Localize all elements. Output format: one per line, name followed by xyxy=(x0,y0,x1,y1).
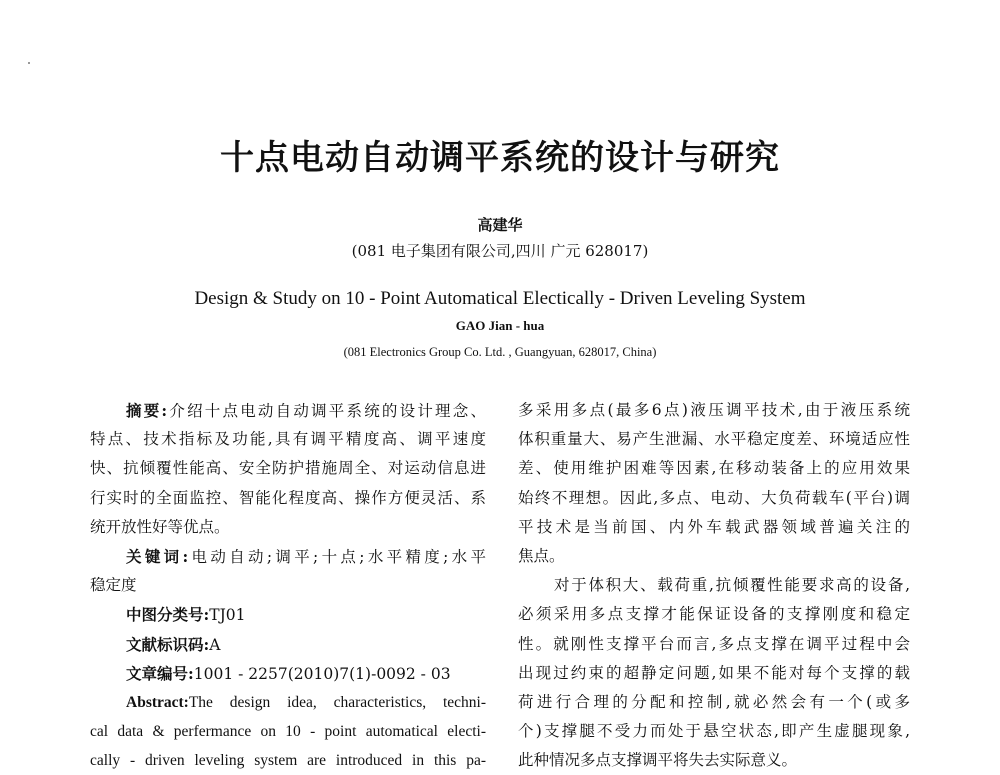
author-name-cn: 高建华 xyxy=(477,216,523,234)
body-line: 出现过约束的超静定问题,如果不能对每个支撑的载 xyxy=(518,663,910,682)
abstract-line: 快、抗倾覆性能高、安全防护措施周全、对运动信息进 xyxy=(90,459,486,478)
abstract-en-line: cal data & perfermance on 10 - point automatical electi- xyxy=(90,723,486,741)
affiliation-en: (081 Electronics Group Co. Ltd. , Guangyuan, 628017, China) xyxy=(343,345,657,359)
article-no-line xyxy=(90,659,486,688)
article-no-label: 文章编号: xyxy=(126,663,194,683)
affiliation-cn: (081 电子集团有限公司,四川 广元 628017) xyxy=(351,242,649,260)
doc-code-value: A xyxy=(209,635,221,654)
clc-label: 中图分类号: xyxy=(126,605,210,625)
body-line: 性。就刚性支撑平台而言,多点支撑在调平过程中会 xyxy=(518,634,910,653)
abstract-en-text: The design idea, characteristics, techni- xyxy=(188,693,486,711)
keywords-line xyxy=(90,542,486,571)
left-column xyxy=(90,396,486,775)
clc-value: TJ01 xyxy=(209,606,246,625)
clc-line xyxy=(90,600,486,629)
body-line: 焦点。 xyxy=(518,546,565,565)
abstract-line: 行实时的全面监控、智能化程度高、操作方便灵活、系 xyxy=(90,488,486,507)
abstract-en-line: cally - driven leveling system are introduced in this pa- xyxy=(90,752,486,770)
body-line: 体积重量大、易产生泄漏、水平稳定度差、环境适应性 xyxy=(518,430,910,449)
body-line: 此种情况多点支撑调平将失去实际意义。 xyxy=(518,751,798,770)
abstract-line: 特点、技术指标及功能,具有调平精度高、调平速度 xyxy=(90,430,486,449)
body-line: 个)支撑腿不受力而处于悬空状态,即产生虚腿现象, xyxy=(518,722,910,741)
abstract-text: 介绍十点电动自动调平系统的设计理念、 xyxy=(167,402,486,420)
abstract-en-line xyxy=(90,688,486,717)
author-name-en: GAO Jian - hua xyxy=(455,318,545,333)
right-column xyxy=(518,396,910,775)
abstract-en-label: Abstract: xyxy=(126,693,189,711)
body-line: 多采用多点(最多6点)液压调平技术,由于液压系统 xyxy=(518,401,910,419)
abstract-line: 统开放性好等优点。 xyxy=(90,517,230,536)
doc-code-line xyxy=(90,630,486,659)
body-line: 荷进行合理的分配和控制,就必然会有一个(或多 xyxy=(518,692,910,711)
body-line: 对于体积大、载荷重,抗倾覆性能要求高的设备, xyxy=(554,576,910,595)
keywords-label: 关键词: xyxy=(126,546,189,566)
article-no-value: 1001 - 2257(2010)7(1)-0092 - 03 xyxy=(193,664,451,683)
abstract-label: 摘要: xyxy=(126,401,168,420)
abstract-line xyxy=(90,396,486,425)
keywords-text: 电动自动;调平;十点;水平精度;水平 xyxy=(188,547,486,566)
scan-speck xyxy=(28,62,30,64)
body-line: 必须采用多点支撑才能保证设备的支撑刚度和稳定 xyxy=(518,605,910,624)
doc-code-label: 文献标识码: xyxy=(126,634,210,654)
body-line: 始终不理想。因此,多点、电动、大负荷载车(平台)调 xyxy=(518,488,910,507)
paper-title-en: Design & Study on 10 - Point Automatical Electically - Driven Leveling System xyxy=(194,288,806,309)
paper-title-cn: 十点电动自动调平系统的设计与研究 xyxy=(220,138,780,178)
body-line: 差、使用维护困难等因素,在移动装备上的应用效果 xyxy=(518,459,910,478)
keywords-line: 稳定度 xyxy=(90,576,137,595)
body-line: 平技术是当前国、内外车载武器领域普遍关注的 xyxy=(518,517,910,536)
